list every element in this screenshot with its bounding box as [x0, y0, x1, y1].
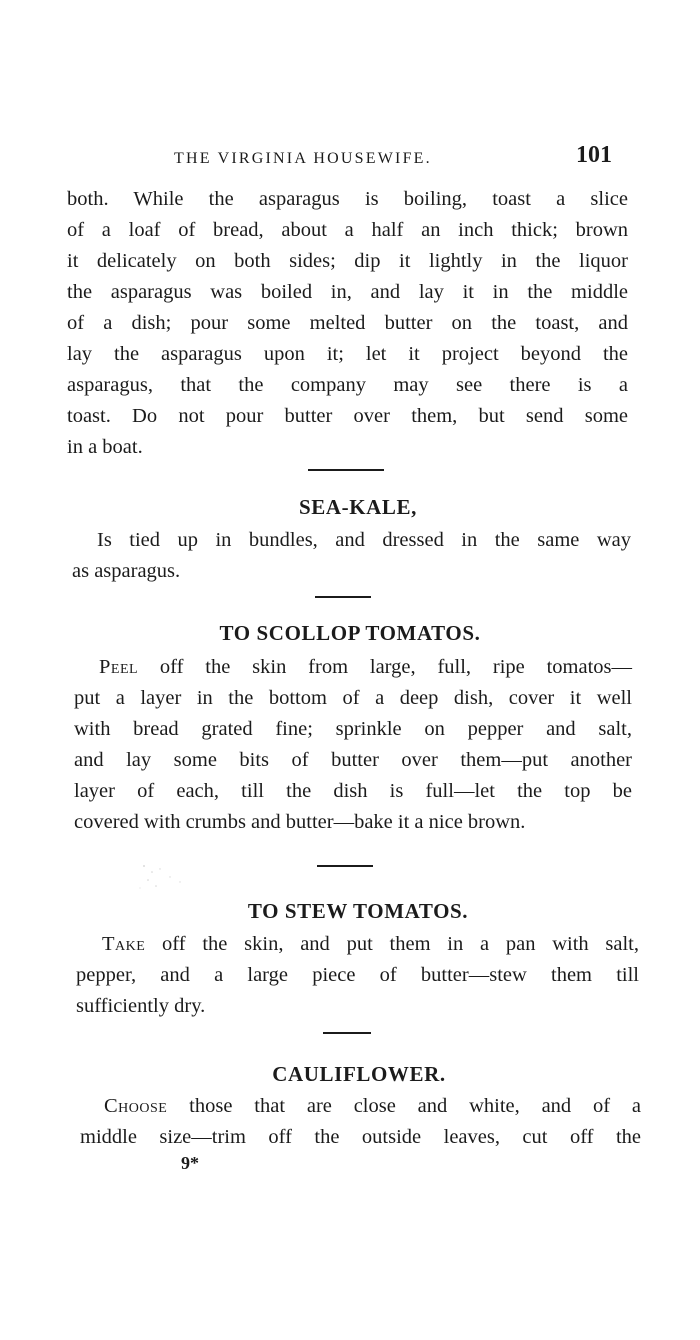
first-line-rest: those that are close and white, and of a [167, 1095, 641, 1117]
cauliflower-heading: CAULIFLOWER. [272, 1062, 446, 1086]
text-line: and lay some bits of butter over them—put another [74, 749, 632, 771]
text-line: with bread grated fine; sprinkle on pepper and salt, [74, 718, 632, 740]
scollop-tomatos-paragraph [74, 652, 632, 838]
asparagus-continuation-paragraph [67, 184, 628, 463]
text-line [80, 1091, 641, 1122]
first-line-rest: off the skin from large, full, ripe tomatos— [138, 656, 632, 678]
section-rule [317, 865, 373, 867]
text-line: both. While the asparagus is boiling, toast a slice [67, 188, 628, 210]
cauliflower-paragraph [80, 1091, 641, 1153]
running-head [0, 140, 700, 180]
first-line-rest: off the skin, and put them in a pan with salt, [145, 933, 639, 955]
text-line: of a dish; pour some melted butter on the toast, and [67, 312, 628, 334]
first-word: Peel [99, 656, 139, 678]
text-line: Is tied up in bundles, and dressed in the same way [97, 529, 631, 551]
text-line: lay the asparagus upon it; let it project beyond the [67, 343, 628, 365]
scollop-tomatos-heading: TO SCOLLOP TOMATOS. [219, 621, 481, 645]
text-line: layer of each, till the dish is full—let the top be [74, 780, 632, 802]
page-number: 101 [576, 142, 612, 168]
section-rule [315, 596, 371, 598]
text-line [74, 652, 632, 683]
signature-mark: 9* [181, 1153, 199, 1173]
text-line: middle size—trim off the outside leaves, cut off the [80, 1126, 641, 1148]
stew-tomatos-heading: TO STEW TOMATOS. [247, 899, 469, 923]
section-rule [308, 469, 384, 471]
text-line: covered with crumbs and butter—bake it a nice brown. [74, 811, 526, 833]
running-title: THE VIRGINIA HOUSEWIFE. [174, 150, 432, 167]
text-line: in a boat. [67, 436, 143, 458]
text-line: the asparagus was boiled in, and lay it in the middle [67, 281, 628, 303]
stew-tomatos-paragraph [76, 929, 639, 1022]
text-line: it delicately on both sides; dip it lightly in the liquor [67, 250, 628, 272]
text-line [76, 929, 639, 960]
first-word: Choose [104, 1095, 168, 1117]
text-line: sufficiently dry. [76, 995, 206, 1017]
sea-kale-paragraph [72, 525, 631, 587]
text-line: pepper, and a large piece of butter—stew them till [76, 964, 639, 986]
text-line: asparagus, that the company may see there is a [67, 374, 628, 396]
section-rule [323, 1032, 371, 1034]
text-line: toast. Do not pour butter over them, but send some [67, 405, 628, 427]
text-line: as asparagus. [72, 560, 181, 582]
text-line: put a layer in the bottom of a deep dish, cover it well [74, 687, 632, 709]
print-speck-marks [130, 858, 210, 898]
text-line: of a loaf of bread, about a half an inch thick; brown [67, 219, 628, 241]
first-word: Take [102, 933, 146, 955]
sea-kale-heading: SEA-KALE, [298, 495, 417, 519]
